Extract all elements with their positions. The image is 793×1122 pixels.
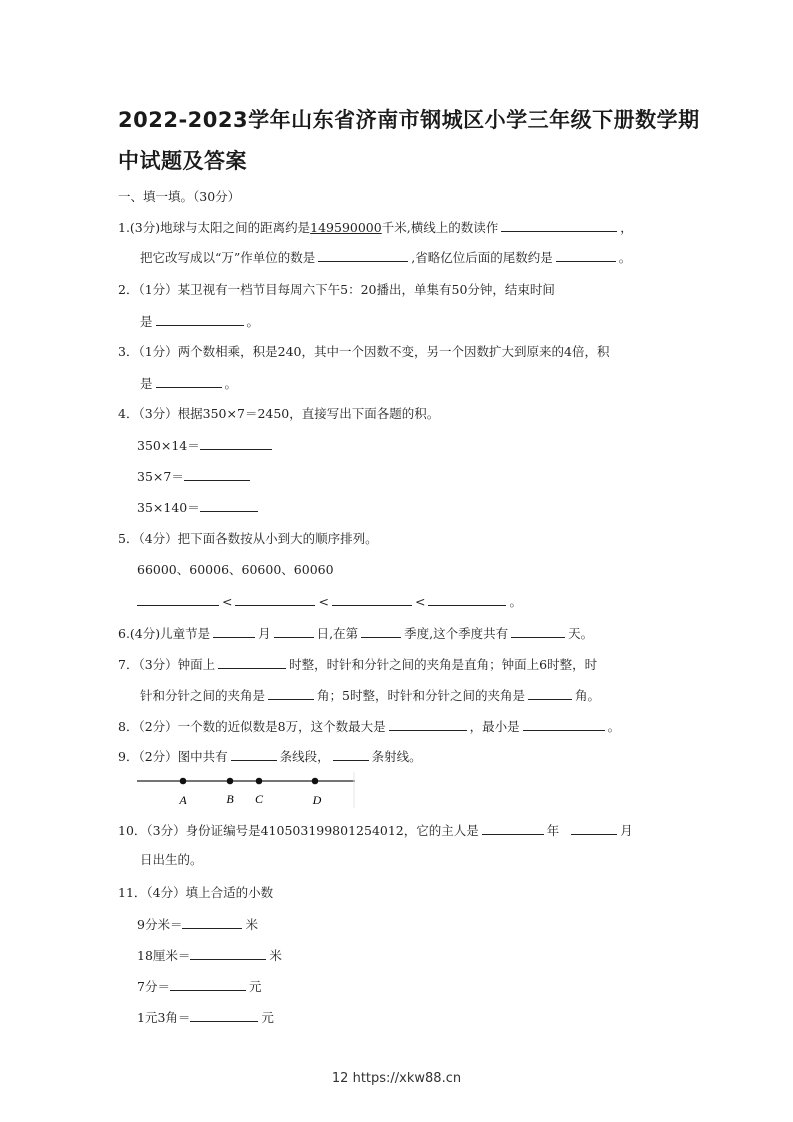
q5-lt-2: < [318,594,329,609]
q1-distance-number: 149590000 [310,220,382,235]
q11-unit-1: 米 [245,917,258,932]
q9-text-b: 条线段， [279,749,330,764]
q7-text-a: 7．（3分）钟面上 [118,657,216,672]
section-heading: 一、填一填。（30分） [118,189,241,204]
q8-text-c: 。 [607,719,621,734]
page-footer: 12 https://xkw88.cn [331,1071,462,1086]
q8-blank-min[interactable] [523,718,605,731]
q1-text-f: 。 [618,250,632,265]
q6-text-a: 6.(4分)儿童节是 [118,626,211,641]
q11-item-4-text: 1元3角＝ [137,1010,191,1025]
point-d [312,778,319,785]
q11-item-1 [137,916,258,933]
q3-blank[interactable] [156,375,222,388]
q5-blank-1[interactable] [137,593,219,606]
point-b [227,778,234,785]
q11-item-3-text: 7分＝ [137,979,170,994]
q8-text-b: ，最小是 [469,719,520,734]
q1-blank-wan[interactable] [318,249,408,262]
q5-lt-1: < [222,594,233,609]
question-7-cont [140,687,600,704]
q8-blank-max[interactable] [389,718,467,731]
q11-unit-3: 元 [248,979,262,994]
q5-lt-3: < [414,594,426,609]
question-5: 5．（4分）把下面各数按从小到大的顺序排列。 [118,531,378,546]
point-a [180,778,187,785]
q7-text-e: 角。 [574,688,600,703]
q11-blank-1[interactable] [182,916,242,929]
q9-text-c: 条射线。 [371,749,422,764]
q5-blank-4[interactable] [428,593,506,606]
label-b: B [226,792,234,806]
q2-text-c: 。 [246,314,260,329]
q5-blank-3[interactable] [332,593,412,606]
q10-text-b: 年 [546,823,560,838]
question-1 [118,219,633,236]
q1-text-e: ,省略亿位后面的尾数约是 [411,250,553,265]
q10-text-c: 月 [620,823,633,838]
q10-blank-year[interactable] [482,822,544,835]
q1-text-a: 1.(3分)地球与太阳之间的距离约是 [118,220,311,235]
q11-blank-2[interactable] [190,947,266,960]
question-10-cont: 日出生的。 [140,852,203,867]
q11-blank-4[interactable] [190,1009,258,1022]
question-8 [118,718,620,735]
q11-item-2-text: 18厘米＝ [137,948,191,963]
q5-numbers: 66000、60006、60600、60060 [137,562,334,577]
q6-text-e: 天。 [568,626,594,641]
q7-blank-1[interactable] [218,656,286,669]
q5-end: 。 [509,594,522,609]
q6-text-c: 日,在第 [316,626,359,641]
page-title-line-1: 2022-2023学年山东省济南市钢城区小学三年级下册数学期 [118,108,700,132]
q2-blank[interactable] [156,313,244,326]
q5-ordering [137,593,522,610]
q4-expr-3-text: 35×140＝ [137,500,200,515]
q1-blank-reading[interactable] [501,219,617,232]
q4-blank-1[interactable] [200,437,272,450]
label-d: D [312,793,322,807]
q6-blank-quarter[interactable] [361,625,401,638]
question-10 [118,822,633,839]
question-2: 2．（1分）某卫视有一档节目每周六下午5：20播出，单集有50分钟，结束时间 [118,282,555,297]
q9-text-a: 9．（2分）图中共有 [118,749,228,764]
q7-blank-3[interactable] [528,687,572,700]
q4-expr-2-text: 35×7＝ [137,469,184,484]
question-4: 4．（3分）根据350×7＝2450，直接写出下面各题的积。 [118,406,440,421]
q4-blank-3[interactable] [200,499,258,512]
q4-expr-1 [137,437,275,454]
question-6 [118,625,593,642]
q11-item-2 [137,947,282,964]
q1-blank-yi[interactable] [556,249,616,262]
q11-unit-4: 元 [261,1010,274,1025]
q9-blank-rays[interactable] [333,748,369,761]
question-7 [118,656,597,673]
q6-blank-day[interactable] [274,625,314,638]
q8-text-a: 8．（2分）一个数的近似数是8万，这个数最大是 [118,719,386,734]
q6-text-d: 季度,这个季度共有 [404,626,509,641]
point-c [256,778,263,785]
q11-unit-2: 米 [269,948,282,963]
q6-blank-month[interactable] [213,625,255,638]
q11-item-4 [137,1009,274,1026]
q9-blank-segments[interactable] [231,748,277,761]
q4-expr-2 [137,468,253,485]
q4-expr-1-text: 350×14＝ [137,438,200,453]
question-2-cont [140,313,259,330]
q10-blank-month[interactable] [571,822,617,835]
q3-text-b: 是 [140,376,153,391]
q6-blank-days[interactable] [511,625,565,638]
q11-item-1-text: 9分米＝ [137,917,183,932]
q7-text-b: 时整，时针和分针之间的夹角是直角；钟面上6时整，时 [289,657,598,672]
question-11: 11．（4分）填上合适的小数 [118,885,274,900]
q6-text-b: 月 [258,626,271,641]
question-9 [118,748,422,765]
q11-item-3 [137,978,261,995]
q7-blank-2[interactable] [268,687,314,700]
label-a: A [179,793,187,807]
q1-text-b: 千米,横线上的数读作 [381,220,499,235]
q4-blank-2[interactable] [184,468,250,481]
question-3: 3．（1分）两个数相乘，积是240，其中一个因数不变，另一个因数扩大到原来的4倍，积 [118,344,610,359]
q2-text-b: 是 [140,314,153,329]
q7-text-c: 针和分针之间的夹角是 [140,688,266,703]
q7-text-d: 角；5时整，时针和分针之间的夹角是 [317,688,525,703]
q10-text-a: 10．（3分）身份证编号是410503199801254012，它的主人是 [118,823,479,838]
question-1-cont [140,249,631,266]
label-c: C [254,792,264,806]
q1-text-c: ， [620,220,633,235]
q5-blank-2[interactable] [235,593,315,606]
page-title-line-2: 中试题及答案 [118,149,247,173]
q1-text-d: 把它改写成以“万”作单位的数是 [140,250,316,265]
q11-blank-3[interactable] [170,978,246,991]
q4-expr-3 [137,499,261,516]
q3-text-c: 。 [224,376,238,391]
line-figure [137,772,357,810]
question-3-cont [140,375,237,392]
